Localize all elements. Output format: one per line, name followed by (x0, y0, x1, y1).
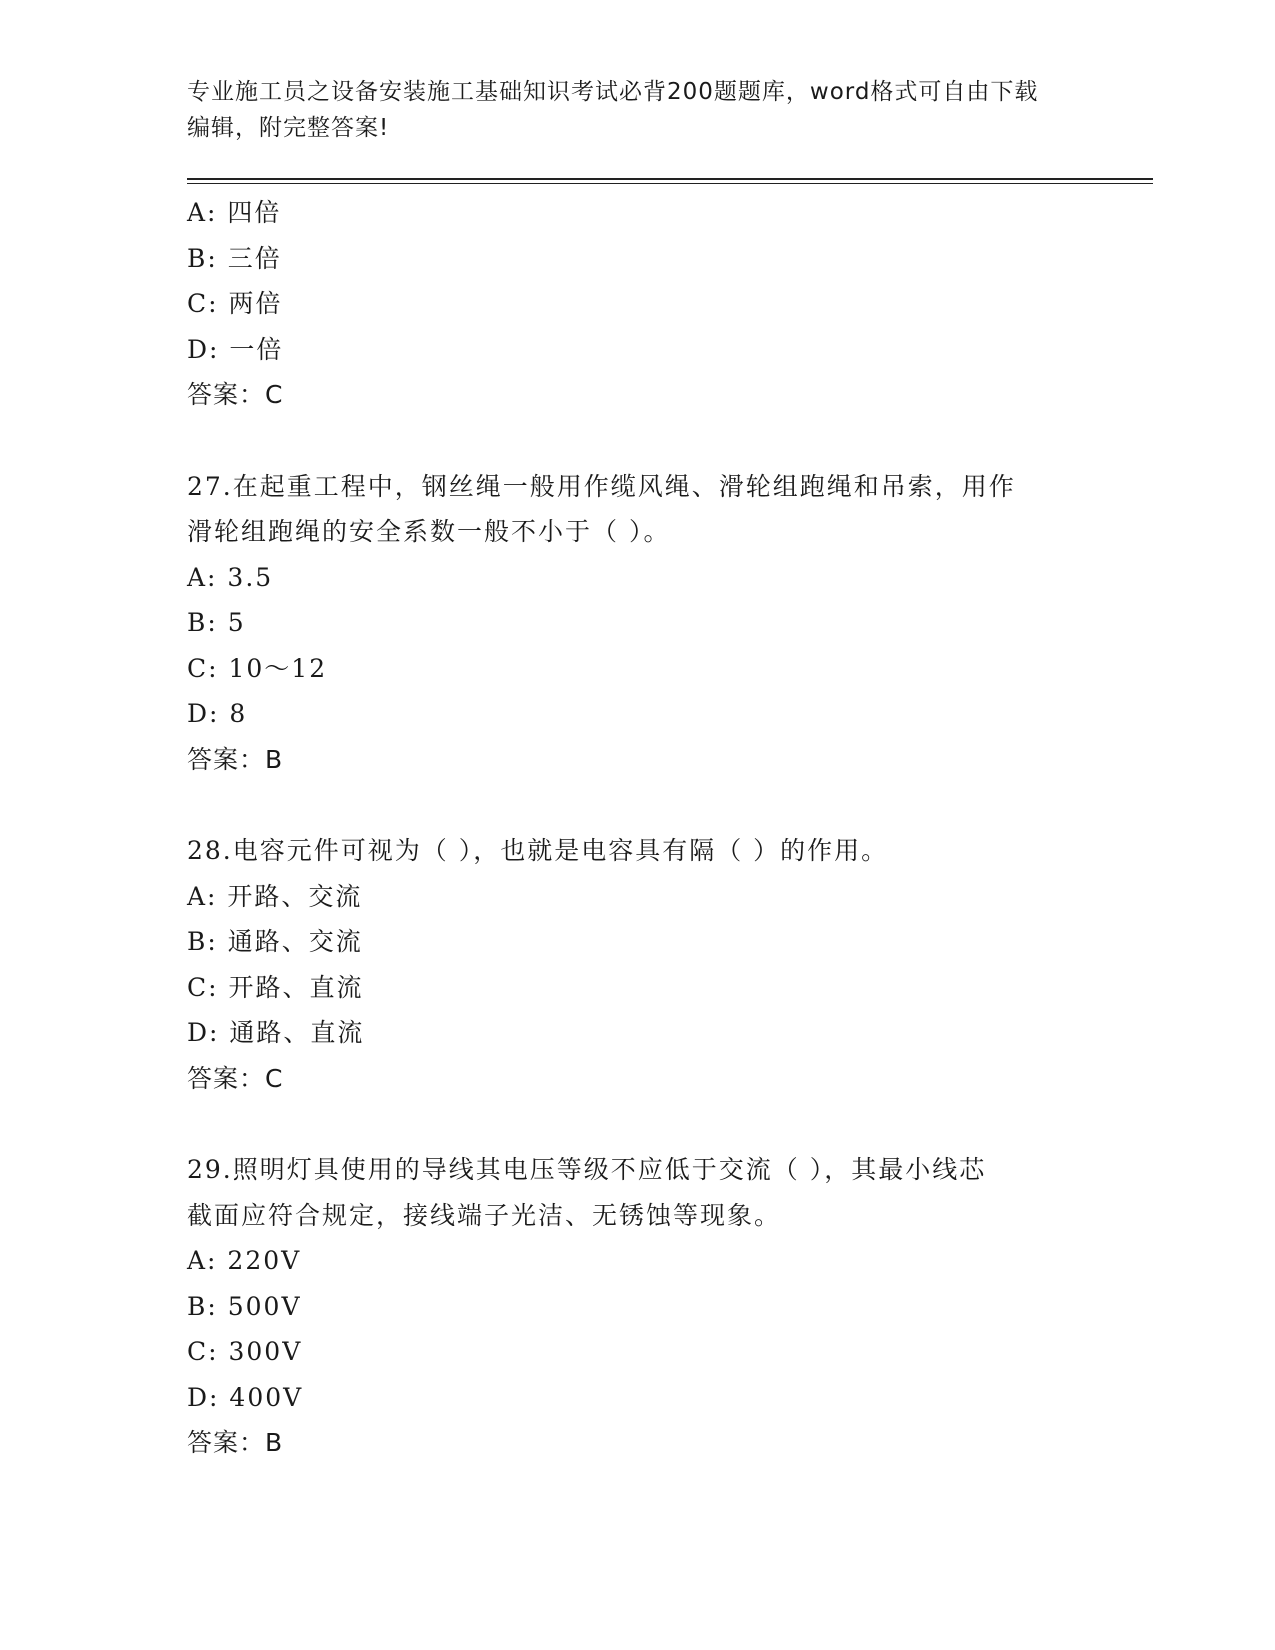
option-d: D: 400V (187, 1382, 304, 1412)
question-26 (187, 190, 1087, 418)
answer: 答案：C (187, 380, 284, 409)
option-b: B: 三倍 (187, 243, 282, 273)
spacer (187, 782, 1087, 828)
spacer (187, 1101, 1087, 1147)
header-line-1: 专业施工员之设备安装施工基础知识考试必背200题题库，word格式可自由下载 (187, 79, 1039, 105)
header-divider (187, 178, 1153, 180)
answer: 答案：B (187, 744, 284, 774)
question-stem-line-1: 28.电容元件可视为（ ），也就是电容具有隔（ ）的作用。 (187, 836, 889, 865)
question-27 (187, 464, 1087, 783)
option-c: C: 300V (187, 1337, 303, 1366)
option-c: C: 两倍 (187, 289, 283, 318)
option-b: B: 500V (187, 1291, 302, 1321)
header-divider-thin (187, 183, 1153, 184)
option-a: A: 220V (187, 1246, 302, 1275)
option-b: B: 5 (187, 608, 246, 637)
question-stem-line-1: 27.在起重工程中，钢丝绳一般用作缆风绳、滑轮组跑绳和吊索，用作 (187, 471, 1016, 501)
spacer (187, 418, 1087, 464)
question-stem-line-2: 滑轮组跑绳的安全系数一般不小于（ ）。 (187, 517, 671, 546)
answer: 答案：B (187, 1428, 284, 1457)
question-29 (187, 1147, 1087, 1466)
option-a: A: 四倍 (187, 198, 282, 227)
option-d: D: 8 (187, 699, 248, 728)
option-c: C: 10～12 (187, 653, 328, 683)
question-stem-line-1: 29.照明灯具使用的导线其电压等级不应低于交流（ ），其最小线芯 (187, 1155, 987, 1184)
header-line-2: 编辑，附完整答案! (187, 115, 390, 141)
answer: 答案：C (187, 1063, 284, 1093)
option-c: C: 开路、直流 (187, 972, 364, 1002)
option-d: D: 通路、直流 (187, 1018, 365, 1047)
document-header (187, 74, 1087, 146)
question-28 (187, 828, 1087, 1101)
option-a: A: 3.5 (187, 562, 274, 592)
option-a: A: 开路、交流 (187, 881, 363, 911)
option-d: D: 一倍 (187, 334, 284, 364)
option-b: B: 通路、交流 (187, 927, 363, 956)
question-stem-line-2: 截面应符合规定，接线端子光洁、无锈蚀等现象。 (187, 1200, 782, 1230)
question-content (187, 190, 1087, 1466)
